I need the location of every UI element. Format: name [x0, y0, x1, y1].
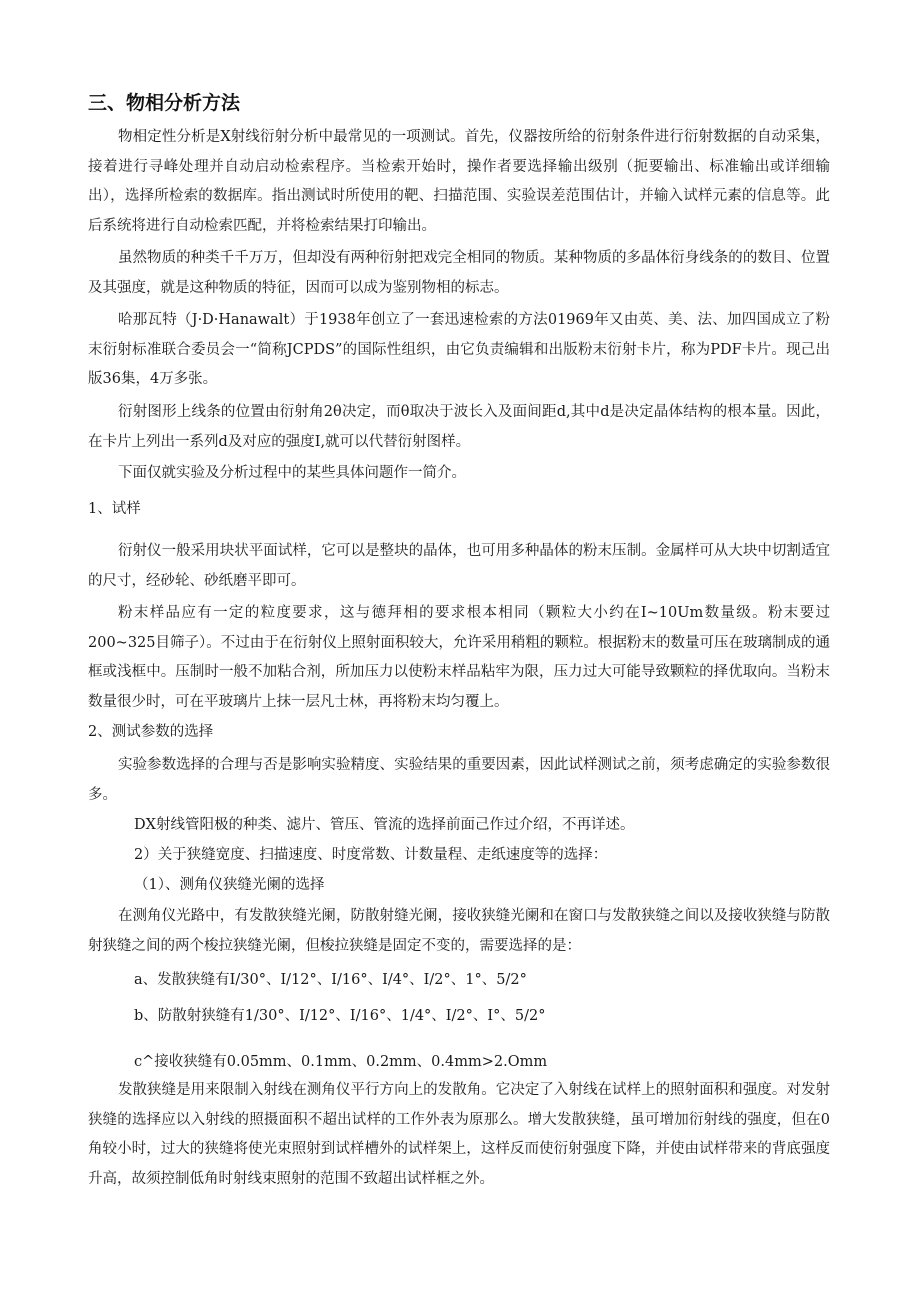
section-heading: 三、物相分析方法 — [88, 92, 241, 114]
item-receiving-slit: c^接收狭缝有0.05mm、0.1mm、0.2mm、0.4mm>2.Omm — [134, 1054, 548, 1070]
paragraph-divergence-slit: 发散狭缝是用来限制入射线在测角仪平行方向上的发散角。它决定了入射线在试样上的照射面积和强度。对发射狭缝的选择应以入射线的照摄面积不超出试样的工作外表为原那么。增大发散狭缝，虽可增加衍射线的强度，但在0角较小时，过大的狭缝将使光束照射到试样槽外的试样架上，这样反而使衍射强度下降，并使由试样带来的背底强度升高，故须控制低角时射线束照射的范围不致超出试样框之外。 — [88, 1082, 830, 1187]
item-goniometer-slit: （1）、测角仪狭缝光阑的选择 — [134, 877, 325, 893]
paragraph-optical-path: 在测角仪光路中，有发散狭缝光阑，防散射缝光阑，接收狭缝光阑和在窗口与发散狭缝之间以及接收狭缝与防散射狭缝之间的两个梭拉狭缝光阑，但梭拉狭缝是固定不变的，需要选择的是： — [88, 908, 830, 954]
item-antiscatter-slit: b、防散射狭缝有1/30°、I/12°、I/16°、1/4°、I/2°、I°、5/2° — [134, 1008, 546, 1024]
paragraph-parameters: 实验参数选择的合理与否是影响实验精度、实验结果的重要因素，因此试样测试之前，须考虑确定的实验参数很多。 — [88, 757, 830, 803]
section-sample: 1、试样 — [88, 501, 141, 517]
item-slit-width: 2）关于狭缝宽度、扫描速度、时度常数、计数量程、走纸速度等的选择： — [134, 847, 608, 863]
paragraph-sample-shape: 衍射仪一般采用块状平面试样，它可以是整块的晶体，也可用多种晶体的粉末压制。金属样可从大块中切割适宜的尺寸，经砂轮、砂纸磨平即可。 — [88, 543, 830, 589]
paragraph-substance-identity: 虽然物质的种类千千万万，但却没有两种衍射把戏完全相同的物质。某种物质的多晶体衍身线条的的数目、位置及其强度，就是这种物质的特征，因而可以成为鉴别物相的标志。 — [88, 250, 830, 296]
section-parameters: 2、测试参数的选择 — [88, 724, 214, 740]
paragraph-diffraction-lines: 衍射图形上线条的位置由衍射角2θ决定，而θ取决于波长入及面间距d,其中d是决定晶体结构的根本量。因此，在卡片上列出一系列d及对应的强度I,就可以代替衍射图样。 — [88, 404, 830, 450]
paragraph-qualitative-analysis: 物相定性分析是X射线衍射分析中最常见的一项测试。首先，仪器按所给的衍射条件进行衍射数据的自动采集，接着进行寻峰处理并自动启动检索程序。当检索开始时，操作者要选择输出级别（扼要输出、标准输出或详细输出），选择所检索的数据库。指出测试时所使用的靶、扫描范围、实验误差范围估计，并输入试样元素的信息等。此后系统将进行自动检索匹配，并将检索结果打印输出。 — [88, 129, 830, 234]
paragraph-powder-sample: 粉末样品应有一定的粒度要求，这与德拜相的要求根本相同（颗粒大小约在I~10Um数量级。粉末要过200~325目筛子）。不过由于在衍射仪上照射面积较大，允许采用稍粗的颗粒。根据粉末的数量可压在玻璃制成的通框或浅框中。压制时一般不加粘合剂，所加压力以使粉末样品粘牢为限，压力过大可能导致颗粒的择优取向。当粉末数量很少时，可在平玻璃片上抹一层凡士林，再将粉末均匀覆上。 — [88, 605, 830, 710]
paragraph-hanawalt: 哈那瓦特（J·D·Hanawalt）于1938年创立了一套迅速检索的方法01969年又由英、美、法、加四国成立了粉末衍射标准联合委员会一“简称JCPDS”的国际性组织，由它负责编辑和出版粉末衍射卡片，称为PDF卡片。现己出版36集，4万多张。 — [88, 312, 830, 387]
paragraph-intro-problems: 下面仅就实验及分析过程中的某些具体问题作一简介。 — [118, 465, 466, 481]
item-divergence-slit: a、发散狭缝有I/30°、I/12°、I/16°、I/4°、I/2°、1°、5/2° — [134, 972, 527, 988]
item-tube-anode: DX射线管阳极的种类、滤片、管压、管流的选择前面己作过介绍，不再详述。 — [134, 817, 635, 833]
